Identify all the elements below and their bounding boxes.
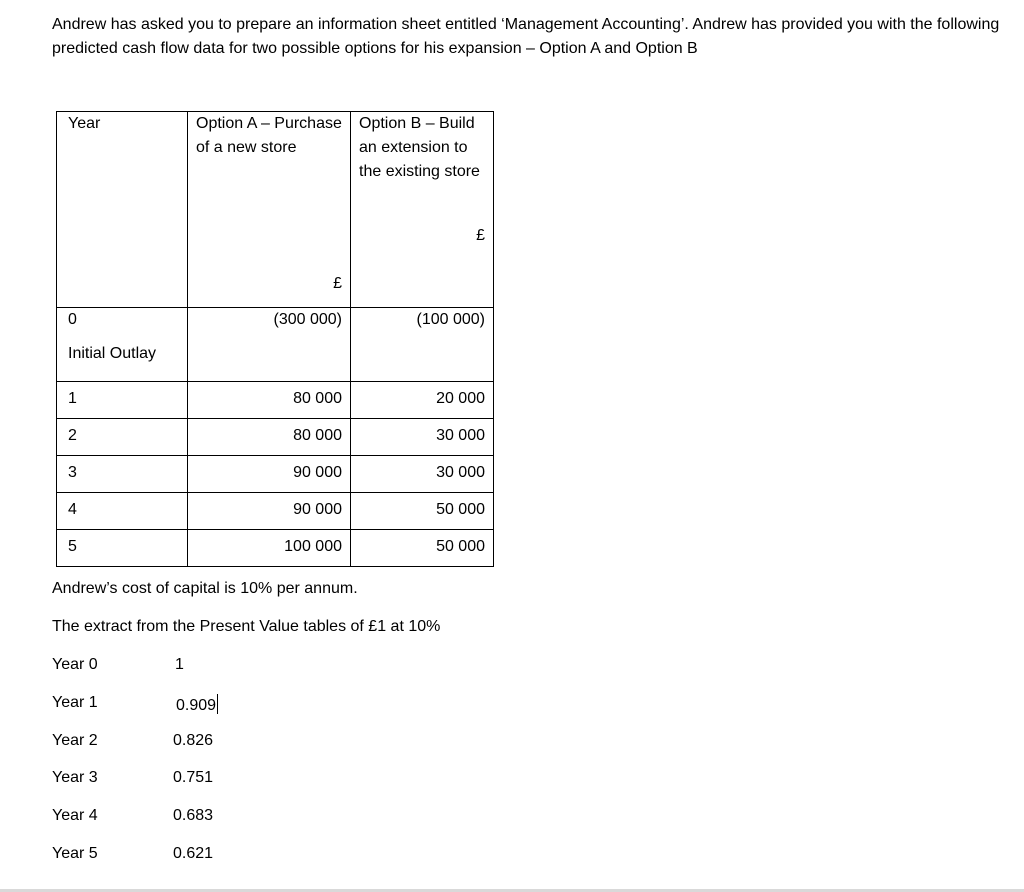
row-year: 4 bbox=[68, 501, 77, 518]
row-option-b: 30 000 bbox=[436, 464, 485, 481]
intro-paragraph: Andrew has asked you to prepare an information sheet entitled ‘Management Accounting’. Andrew has provided you with the following predicted cash flow data for two possible options for his expansion – Option A and Option B bbox=[52, 16, 1000, 57]
row-option-a: 90 000 bbox=[293, 501, 342, 518]
row-option-a: 90 000 bbox=[293, 464, 342, 481]
row-option-b: 20 000 bbox=[436, 390, 485, 407]
outlay-year: 0 bbox=[68, 311, 77, 328]
row-option-b: 50 000 bbox=[436, 501, 485, 518]
table-row bbox=[57, 382, 494, 419]
row-year: 1 bbox=[68, 390, 77, 407]
pv-year-label: Year 0 bbox=[52, 656, 98, 673]
outlay-option-a: (300 000) bbox=[273, 311, 342, 328]
header-year-cell bbox=[57, 112, 188, 308]
table-row bbox=[57, 493, 494, 530]
row-year: 3 bbox=[68, 464, 77, 481]
pv-factor: 0.683 bbox=[173, 807, 214, 824]
row-option-a: 80 000 bbox=[293, 390, 342, 407]
outlay-option-a-cell bbox=[188, 308, 351, 382]
header-option-b: Option B – Build an extension to the existing store bbox=[359, 115, 480, 180]
row-option-b: 30 000 bbox=[436, 427, 485, 444]
pv-factor: 0.751 bbox=[173, 769, 214, 786]
header-option-a-cell bbox=[188, 112, 351, 308]
outlay-option-b-cell bbox=[351, 308, 494, 382]
pv-factor: 0.909 bbox=[176, 697, 217, 714]
header-option-b-cell bbox=[351, 112, 494, 308]
pv-year-label: Year 2 bbox=[52, 732, 98, 749]
header-year: Year bbox=[68, 115, 101, 132]
header-option-a: Option A – Purchase of a new store bbox=[196, 115, 342, 156]
table-header-row bbox=[57, 112, 494, 308]
row-year: 5 bbox=[68, 538, 77, 555]
outlay-label: Initial Outlay bbox=[68, 345, 157, 362]
outlay-option-b: (100 000) bbox=[416, 311, 485, 328]
table-row bbox=[57, 419, 494, 456]
currency-label-b: £ bbox=[476, 227, 485, 244]
table-row bbox=[57, 456, 494, 493]
row-year: 2 bbox=[68, 427, 77, 444]
pv-factor-editable[interactable] bbox=[176, 694, 218, 715]
pv-factor: 1 bbox=[175, 656, 184, 673]
pv-year-label: Year 4 bbox=[52, 807, 98, 824]
pv-factor: 0.621 bbox=[173, 845, 214, 862]
row-option-b: 50 000 bbox=[436, 538, 485, 555]
pv-table-intro: The extract from the Present Value tables of £1 at 10% bbox=[52, 618, 441, 635]
currency-label-a: £ bbox=[333, 275, 342, 292]
outlay-year-cell bbox=[57, 308, 188, 382]
pv-factor: 0.826 bbox=[173, 732, 214, 749]
table-row bbox=[57, 530, 494, 567]
cost-of-capital-text: Andrew’s cost of capital is 10% per annum. bbox=[52, 580, 358, 597]
cash-flow-table bbox=[56, 111, 494, 567]
row-option-a: 100 000 bbox=[284, 538, 342, 555]
pv-year-label: Year 3 bbox=[52, 769, 98, 786]
pv-year-label: Year 1 bbox=[52, 694, 98, 711]
text-cursor bbox=[217, 694, 218, 714]
pv-year-label: Year 5 bbox=[52, 845, 98, 862]
row-option-a: 80 000 bbox=[293, 427, 342, 444]
table-row-initial-outlay bbox=[57, 308, 494, 382]
